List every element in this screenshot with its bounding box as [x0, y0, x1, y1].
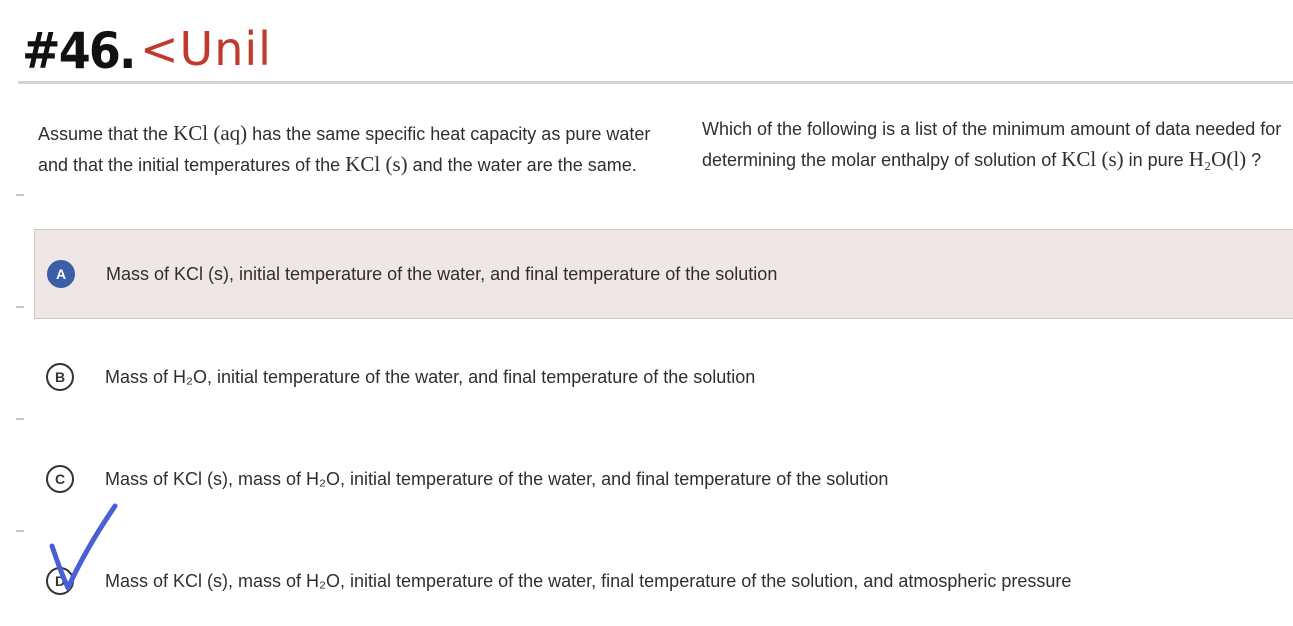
gutter-marker	[16, 418, 24, 420]
answer-choice-b[interactable]	[34, 332, 1293, 422]
passage-text-1: Assume that the	[38, 124, 174, 144]
gutter-marker	[16, 306, 24, 308]
choice-letter-badge: C	[46, 465, 74, 493]
question-text-3: in pure	[1123, 150, 1189, 170]
question-text-2: determining the molar enthalpy of solution of	[702, 150, 1062, 170]
handwritten-checkmark-icon	[40, 500, 130, 600]
handwritten-note: <Unil	[140, 22, 272, 76]
choice-text: Mass of KCl (s), initial temperature of the water, and final temperature of the solution	[106, 263, 778, 284]
question-stem	[702, 114, 1293, 175]
passage-text	[38, 118, 678, 180]
choice-text: Mass of KCl (s), mass of H₂O, initial temperature of the water, and final temperature of the solution	[105, 468, 889, 489]
passage-text-3: and the water are the same.	[407, 155, 637, 175]
answer-choice-d[interactable]	[34, 536, 1293, 626]
question-mark: ?	[1246, 150, 1262, 170]
handwritten-question-number: #46.	[22, 22, 135, 80]
kcl-s-formula: KCl (s)	[345, 152, 408, 176]
question-line-1: Which of the following is a list of the minimum amount of data needed for	[702, 119, 1282, 139]
choice-text: Mass of H₂O, initial temperature of the water, and final temperature of the solution	[105, 366, 756, 387]
choice-text: Mass of KCl (s), mass of H₂O, initial temperature of the water, final temperature of the solution, and atmospheric pressure	[105, 570, 1072, 591]
choice-letter-badge: B	[46, 363, 74, 391]
question-kcl-formula: KCl (s)	[1061, 147, 1124, 171]
question-line-2	[702, 144, 1293, 175]
answer-choice-a[interactable]	[34, 229, 1293, 319]
gutter-marker	[16, 194, 24, 196]
kcl-aq-formula: KCl (aq)	[173, 121, 248, 145]
header-divider	[18, 81, 1293, 84]
choice-letter-badge: A	[47, 260, 75, 288]
answer-choice-c[interactable]	[34, 434, 1293, 524]
choice-letter-badge: D	[46, 567, 74, 595]
passage-text-2: has the same specific heat capacity as pure water and that the initial temperatures of the	[38, 124, 651, 175]
gutter-marker	[16, 530, 24, 532]
question-water-formula: H₂O(l)	[1188, 147, 1247, 171]
